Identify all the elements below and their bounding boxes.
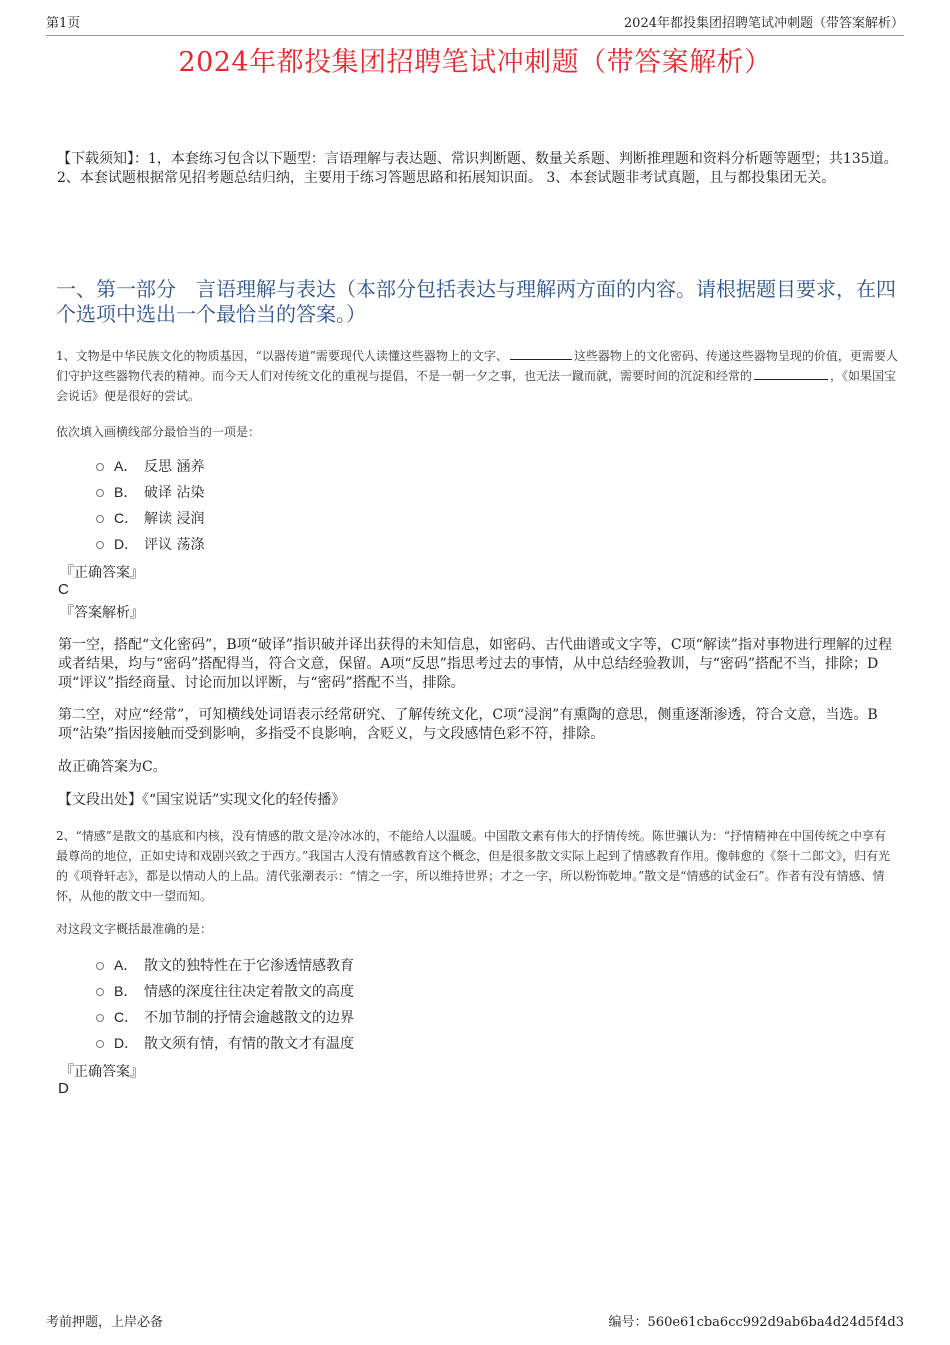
correct-answer: C bbox=[58, 581, 69, 598]
page-number: 第1页 bbox=[46, 16, 81, 31]
option-c[interactable]: C． 解读 浸润 bbox=[96, 505, 204, 531]
question-1-prompt: 依次填入画横线部分最恰当的一项是： bbox=[56, 425, 261, 439]
page-header bbox=[46, 12, 904, 36]
option-d[interactable]: D． 散文须有情，有情的散文才有温度 bbox=[96, 1030, 354, 1056]
header-doc-title: 2024年都投集团招聘笔试冲刺题（带答案解析） bbox=[623, 16, 904, 31]
section-title: 一、第一部分 言语理解与表达（本部分包括表达与理解两方面的内容。请根据题目要求，在四个选项中选出一个最恰当的答案。） bbox=[56, 277, 896, 326]
question-1-text: 1、文物是中华民族文化的物质基因，“以器传道”需要现代人读懂这些器物上的文字、 这些器物上的文化密码、传递这些器物呈现的价值，更需要人们守护这些器物代表的精神。而今天人们对传统文化的重视与提倡，不是一朝一夕之事，也无法一蹴而就，需要时间的沉淀和经常的 ，《如果国宝会说话》便是很好的尝试。 bbox=[56, 349, 898, 403]
fill-blank-1 bbox=[510, 347, 572, 360]
radio-icon[interactable] bbox=[96, 962, 104, 970]
question-2-prompt: 对这段文字概括最准确的是： bbox=[56, 922, 213, 936]
question-1-options bbox=[96, 453, 204, 557]
footer-serial: 编号：560e61cba6cc992d9ab6ba4d24d5f4d3 bbox=[608, 1315, 904, 1330]
fill-blank-2 bbox=[754, 367, 828, 380]
radio-icon[interactable] bbox=[96, 541, 104, 549]
analysis-conclusion: 故正确答案为C。 bbox=[58, 759, 167, 775]
page-footer bbox=[46, 1311, 904, 1330]
radio-icon[interactable] bbox=[96, 463, 104, 471]
option-b[interactable]: B． 破译 沾染 bbox=[96, 479, 204, 505]
option-c[interactable]: C． 不加节制的抒情会逾越散文的边界 bbox=[96, 1004, 354, 1030]
question-2-options bbox=[96, 952, 354, 1056]
correct-answer-label: 『正确答案』 bbox=[60, 565, 144, 581]
radio-icon[interactable] bbox=[96, 489, 104, 497]
footer-slogan: 考前押题，上岸必备 bbox=[46, 1315, 164, 1330]
correct-answer: D bbox=[58, 1080, 69, 1097]
document-title: 2024年都投集团招聘笔试冲刺题（带答案解析） bbox=[178, 47, 772, 78]
option-a[interactable]: A． 反思 涵养 bbox=[96, 453, 204, 479]
radio-icon[interactable] bbox=[96, 515, 104, 523]
text-source: 【文段出处】《“国宝说话”实现文化的轻传播》 bbox=[58, 792, 346, 808]
question-2-text: 2、“情感”是散文的基底和内核，没有情感的散文是冷冰冰的，不能给人以温暖。中国散文素有伟大的抒情传统。陈世骧认为：“抒情精神在中国传统之中享有最尊尚的地位，正如史诗和戏剧兴致之于西方。”我国古人没有情感教育这个概念，但是很多散文实际上起到了情感教育作用。像韩愈的《祭十二郎文》，归有光的《项脊轩志》，都是以情动人的上品。清代张潮表示：“情之一字，所以维持世界；才之一字，所以粉饰乾坤。”散文是“情感的试金石”。作者有没有情感、情怀，从他的散文中一望而知。 bbox=[56, 829, 891, 903]
download-notice: 【下载须知】：1，本套练习包含以下题型：言语理解与表达题、常识判断题、数量关系题、判断推理题和资料分析题等题型；共135道。 2、本套试题根据常见招考题总结归纳，主要用于练习答题思路和拓展知识面。 3、本套试题非考试真题，且与都投集团无关。 bbox=[57, 151, 898, 186]
correct-answer-label: 『正确答案』 bbox=[60, 1064, 144, 1080]
radio-icon[interactable] bbox=[96, 1014, 104, 1022]
option-d[interactable]: D． 评议 荡涤 bbox=[96, 531, 204, 557]
option-b[interactable]: B． 情感的深度往往决定着散文的高度 bbox=[96, 978, 354, 1004]
analysis-paragraph-1: 第一空，搭配“文化密码”，B项“破译”指识破并译出获得的未知信息，如密码、古代曲谱或文字等，C项“解读”指对事物进行理解的过程或者结果，均与“密码”搭配得当，符合文意，保留。A项“反思”指思考过去的事情，从中总结经验教训，与“密码”搭配不当，排除；D项“评议”指经商量、讨论而加以评断，与“密码”搭配不当，排除。 bbox=[58, 637, 892, 691]
analysis-paragraph-2: 第二空，对应“经常”，可知横线处词语表示经常研究、了解传统文化，C项“浸润”有熏陶的意思，侧重逐渐渗透，符合文意，当选。B项“沾染”指因接触而受到影响，多指受不良影响，含贬义，与文段感情色彩不符，排除。 bbox=[58, 707, 878, 742]
radio-icon[interactable] bbox=[96, 988, 104, 996]
radio-icon[interactable] bbox=[96, 1040, 104, 1048]
analysis-label: 『答案解析』 bbox=[60, 605, 144, 621]
option-a[interactable]: A． 散文的独特性在于它渗透情感教育 bbox=[96, 952, 354, 978]
